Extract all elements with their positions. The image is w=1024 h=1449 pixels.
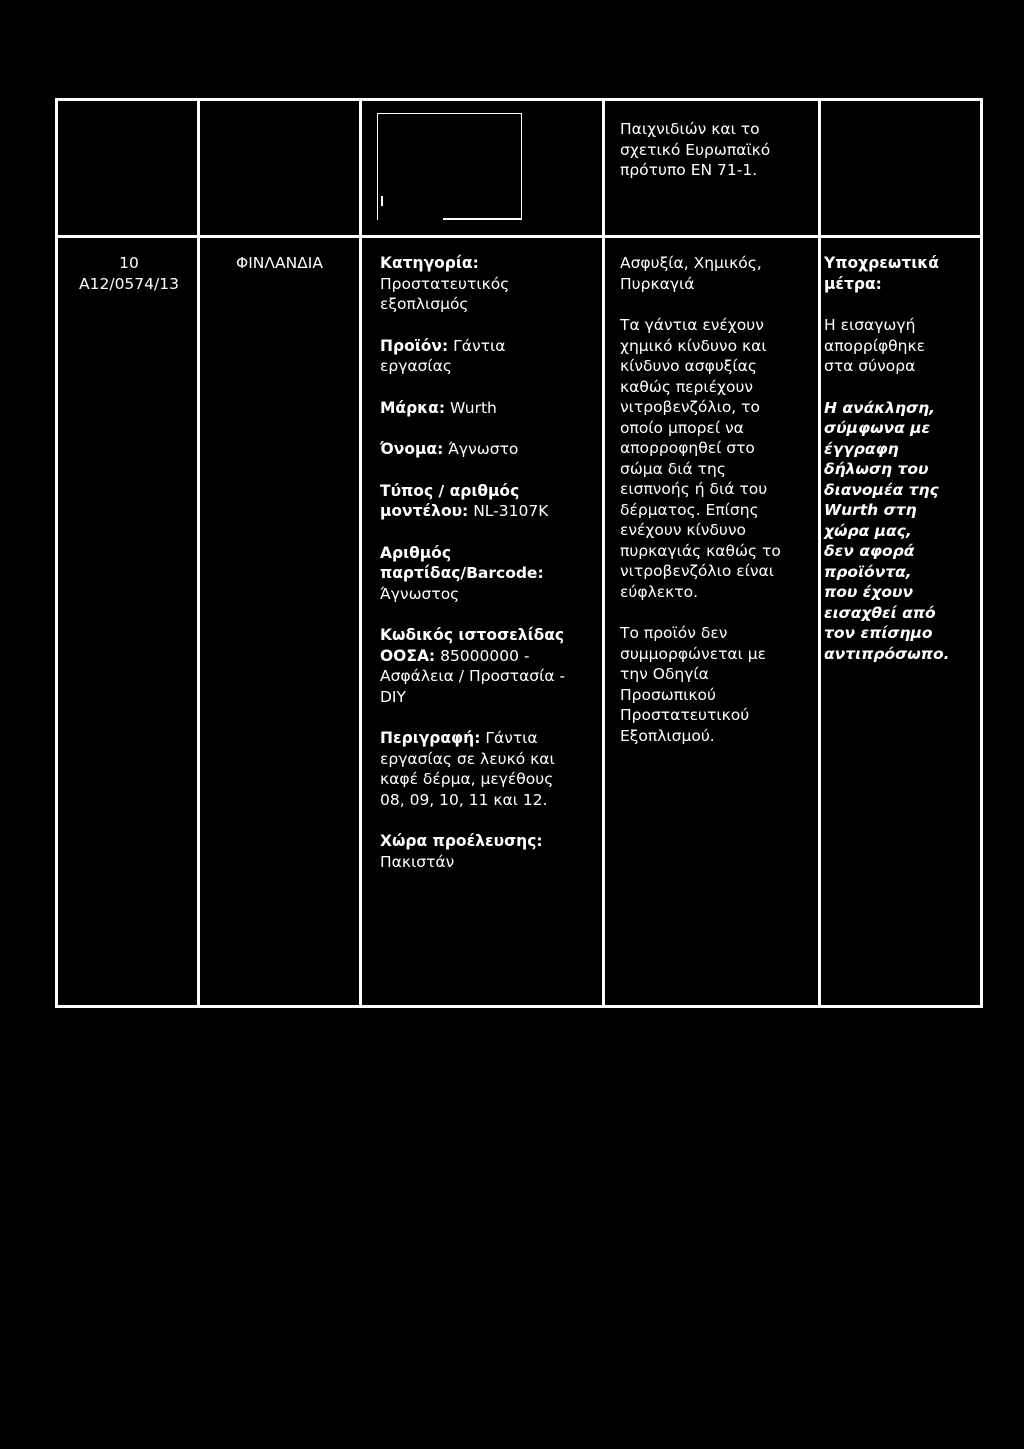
- oecd-value-4: DIY: [380, 687, 406, 706]
- notes-line-3: πρότυπο EN 71-1.: [620, 161, 758, 179]
- recall-line: εισαχθεί από: [824, 603, 936, 622]
- risk-desc-line: δέρματος. Επίσης: [620, 500, 759, 519]
- measures-line: Η εισαγωγή: [824, 316, 916, 334]
- product-label: Προϊόν:: [380, 336, 449, 355]
- category-value-1: Προστατευτικός: [380, 274, 510, 293]
- brand-block: [380, 398, 602, 419]
- product-block: [380, 336, 602, 377]
- record-number-cell: [61, 253, 197, 294]
- name-label: Όνομα:: [380, 440, 444, 458]
- risk-desc-line: ενέχουν κίνδυνο: [620, 521, 747, 539]
- batch-label-2: παρτίδας/Barcode:: [380, 564, 544, 582]
- top-row-notes: [620, 119, 816, 181]
- model-value: NL-3107K: [473, 502, 549, 520]
- product-cell: [380, 253, 602, 893]
- risk-desc-line: εύφλεκτο.: [620, 582, 698, 601]
- record-reference: A12/0574/13: [79, 274, 179, 293]
- product-photo-frame-edge: [443, 218, 522, 220]
- country-name: ΦΙΝΛΑΝΔΙΑ: [236, 254, 323, 272]
- row-divider: [58, 235, 980, 238]
- measures-recall: [824, 398, 984, 665]
- measures-line: απορρίφθηκε: [824, 336, 925, 355]
- risk-desc-line: νιτροβενζόλιο, το: [620, 398, 760, 416]
- compliance-line: Εξοπλισμού.: [620, 726, 715, 745]
- compliance-line: συμμορφώνεται με: [620, 644, 767, 663]
- recall-line: δήλωση του: [824, 460, 929, 478]
- country-cell: [200, 253, 359, 274]
- model-label-1: Τύπος / αριθμός: [380, 481, 520, 500]
- description-label: Περιγραφή:: [380, 729, 481, 747]
- product-value-2: εργασίας: [380, 357, 452, 375]
- category-block: [380, 253, 602, 315]
- recall-line: προϊόντα,: [824, 562, 912, 581]
- risk-desc-line: εισπνοής ή διά του: [620, 480, 768, 498]
- recall-line: Wurth στη: [824, 501, 917, 519]
- product-value: Γάντια: [453, 336, 506, 355]
- oecd-label-2: ΟΟΣΑ:: [380, 646, 436, 665]
- description-value-3: καφέ δέρμα, μεγέθους: [380, 770, 554, 788]
- measures-label-2: μέτρα:: [824, 274, 882, 293]
- brand-value: Wurth: [449, 398, 497, 417]
- product-photo-frame: [377, 113, 522, 220]
- risk-type-1: Ασφυξία, Χημικός,: [620, 254, 762, 272]
- name-block: [380, 439, 602, 460]
- oecd-value: 85000000 -: [440, 646, 530, 665]
- measures-label-1: Υποχρεωτικά: [824, 254, 939, 272]
- description-value: Γάντια: [485, 729, 538, 747]
- recall-line: έγγραφη: [824, 439, 899, 458]
- measures-import: [824, 315, 984, 377]
- recall-line: που έχουν: [824, 583, 914, 601]
- origin-block: [380, 831, 602, 872]
- notes-line-1: Παιχνιδιών και το: [620, 120, 760, 138]
- origin-value: Πακιστάν: [380, 852, 455, 871]
- product-photo-mark: [381, 196, 383, 206]
- origin-label: Χώρα προέλευσης:: [380, 832, 543, 850]
- risk-desc-line: απορροφηθεί στο: [620, 439, 755, 457]
- risk-desc-line: κίνδυνο ασφυξίας: [620, 357, 757, 375]
- batch-block: [380, 543, 602, 605]
- category-label: Κατηγορία:: [380, 254, 479, 272]
- measures-cell: [824, 253, 984, 685]
- notes-line-2: σχετικό Ευρωπαϊκό: [620, 140, 771, 159]
- alert-table: [55, 98, 983, 1008]
- measures-line: στα σύνορα: [824, 357, 916, 375]
- recall-line: διανομέα της: [824, 480, 939, 499]
- risk-desc-line: νιτροβενζόλιο είναι: [620, 562, 774, 580]
- risk-desc-line: πυρκαγιάς καθώς το: [620, 541, 781, 560]
- risk-compliance: [620, 623, 818, 746]
- category-value-2: εξοπλισμός: [380, 295, 469, 313]
- risk-desc-line: Τα γάντια ενέχουν: [620, 316, 764, 334]
- description-value-2: εργασίας σε λευκό και: [380, 749, 555, 768]
- batch-value: Άγνωστος: [380, 584, 460, 603]
- model-block: [380, 481, 602, 522]
- risk-desc-line: οποίο μπορεί να: [620, 418, 744, 437]
- description-value-4: 08, 09, 10, 11 και 12.: [380, 790, 548, 809]
- brand-label: Μάρκα:: [380, 398, 446, 417]
- oecd-value-3: Ασφάλεια / Προστασία -: [380, 667, 566, 685]
- oecd-block: [380, 625, 602, 707]
- risk-cell: [620, 253, 818, 767]
- risk-type: [620, 253, 818, 294]
- description-block: [380, 728, 602, 810]
- recall-line: Η ανάκληση,: [824, 398, 936, 417]
- recall-line: αντιπρόσωπο.: [824, 644, 950, 663]
- recall-line: δεν αφορά: [824, 542, 915, 560]
- batch-label-1: Αριθμός: [380, 543, 452, 562]
- risk-desc-line: σώμα διά της: [620, 459, 726, 478]
- compliance-line: Το προϊόν δεν: [620, 624, 728, 642]
- recall-line: τον επίσημο: [824, 624, 933, 642]
- risk-desc-line: χημικό κίνδυνο και: [620, 336, 767, 355]
- record-number: 10: [119, 254, 139, 272]
- risk-type-2: Πυρκαγιά: [620, 274, 695, 293]
- risk-desc-line: καθώς περιέχουν: [620, 377, 754, 396]
- measures-heading: [824, 253, 984, 294]
- compliance-line: την Οδηγία: [620, 665, 709, 683]
- risk-description: [620, 315, 818, 602]
- name-value: Άγνωστο: [448, 440, 519, 458]
- compliance-line: Προστατευτικού: [620, 706, 750, 724]
- oecd-label-1: Κωδικός ιστοσελίδας: [380, 626, 565, 644]
- recall-line: σύμφωνα με: [824, 419, 931, 437]
- model-label-2: μοντέλου:: [380, 502, 469, 520]
- compliance-line: Προσωπικού: [620, 685, 716, 704]
- recall-line: χώρα μας,: [824, 521, 912, 540]
